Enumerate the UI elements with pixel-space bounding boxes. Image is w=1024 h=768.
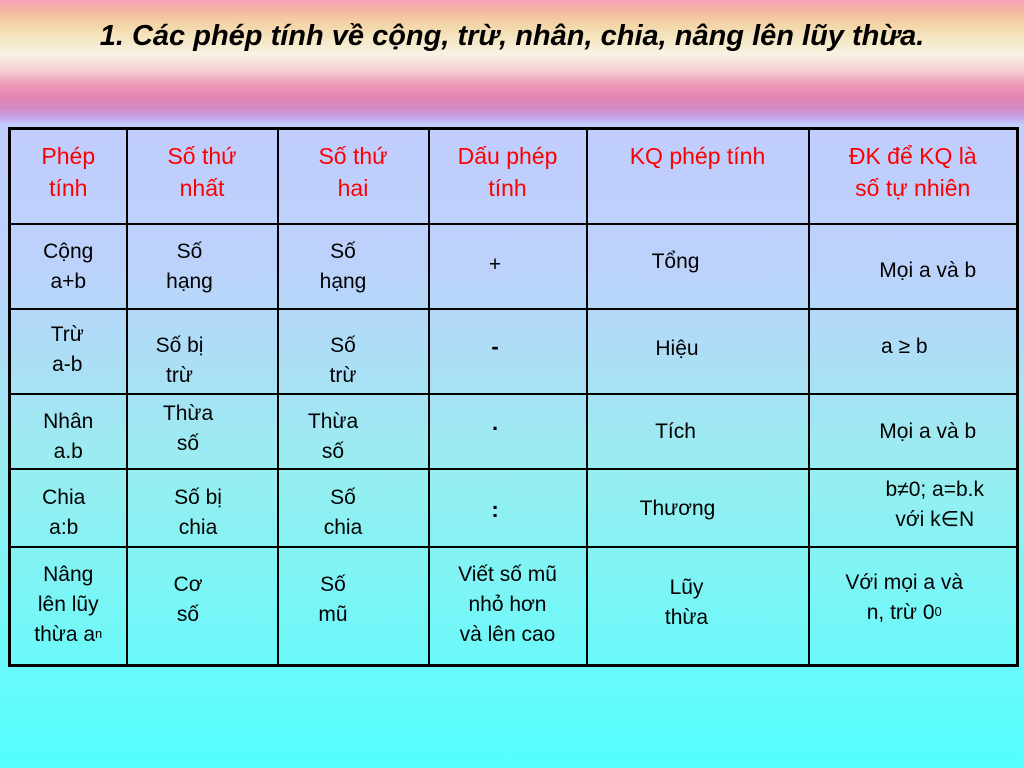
page-title: 1. Các phép tính về cộng, trừ, nhân, chia, nâng lên lũy thừa.	[99, 20, 925, 52]
cell-condition: b≠0; a=b.k với k∈N	[809, 469, 1018, 547]
header-first-number: Số thứ nhất	[127, 129, 278, 224]
header-result: KQ phép tính	[587, 129, 809, 224]
cell-result: Tích	[587, 394, 809, 469]
cell-condition: Mọi a và b	[809, 224, 1018, 309]
cell-result: Tổng	[587, 224, 809, 309]
cell-operation	[10, 547, 127, 666]
header-condition: ĐK để KQ là số tự nhiên	[809, 129, 1018, 224]
header-second-number: Số thứ hai	[278, 129, 429, 224]
cell-second: Thừa số	[278, 394, 429, 469]
table-row	[10, 394, 1018, 469]
cell-result: Thương	[587, 469, 809, 547]
zero-superscript: 0	[934, 603, 942, 619]
cell-result: Lũy thừa	[587, 547, 809, 666]
table-row	[10, 224, 1018, 309]
cell-condition	[809, 547, 1018, 666]
cell-first: Số bị chia	[127, 469, 278, 547]
table-row	[10, 547, 1018, 666]
header-operation: Phép tính	[10, 129, 127, 224]
cell-sign: :	[429, 469, 587, 547]
cell-first: Thừa số	[127, 394, 278, 469]
header-operator-sign: Dấu phép tính	[429, 129, 587, 224]
cell-second: Số chia	[278, 469, 429, 547]
operation-label: Nâng lên lũy thừa a	[34, 562, 99, 646]
cell-second: Số trừ	[278, 309, 429, 394]
table-header-row	[10, 129, 1018, 224]
cell-condition: Mọi a và b	[809, 394, 1018, 469]
cell-operation: Nhân a.b	[10, 394, 127, 469]
cell-operation: Trừ a-b	[10, 309, 127, 394]
table-row	[10, 469, 1018, 547]
operations-table	[8, 127, 1019, 667]
cell-operation: Cộng a+b	[10, 224, 127, 309]
cell-operation: Chia a:b	[10, 469, 127, 547]
cell-sign: -	[429, 309, 587, 394]
cell-sign: .	[429, 394, 587, 469]
cell-second: Số mũ	[278, 547, 429, 666]
cell-first: Số hạng	[127, 224, 278, 309]
cell-first: Số bị trừ	[127, 309, 278, 394]
condition-label: Với mọi a và n, trừ 0	[845, 570, 964, 624]
cell-result: Hiệu	[587, 309, 809, 394]
cell-sign: Viết số mũ nhỏ hơn và lên cao	[429, 547, 587, 666]
table-row	[10, 309, 1018, 394]
cell-sign: +	[429, 224, 587, 309]
cell-condition: a ≥ b	[809, 309, 1018, 394]
exponent-superscript: n	[95, 625, 103, 641]
cell-second: Số hạng	[278, 224, 429, 309]
title-banner	[0, 0, 1024, 124]
cell-first: Cơ số	[127, 547, 278, 666]
